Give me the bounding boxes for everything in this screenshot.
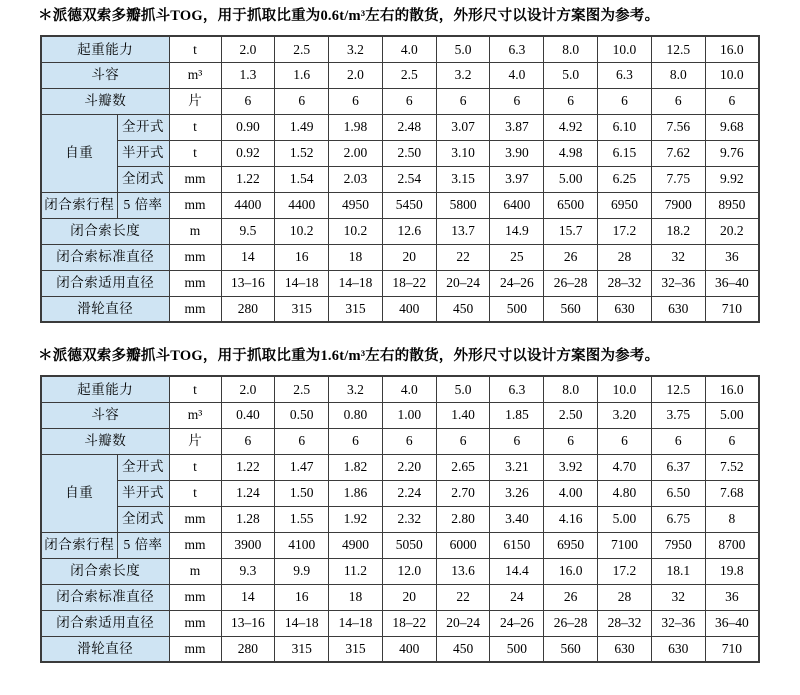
value-cell: 28–32 <box>598 610 652 636</box>
unit-cell: m <box>169 218 221 244</box>
table-row <box>41 114 759 140</box>
value-cell: 4400 <box>275 192 329 218</box>
value-cell: 3.90 <box>490 140 544 166</box>
table-row <box>41 36 759 62</box>
unit-cell: mm <box>169 192 221 218</box>
value-cell: 6 <box>544 428 598 454</box>
value-cell: 5800 <box>436 192 490 218</box>
table-row <box>41 296 759 322</box>
value-cell: 10.0 <box>705 62 759 88</box>
value-cell: 2.5 <box>382 62 436 88</box>
row-sublabel: 5 倍率 <box>117 192 169 218</box>
value-cell: 8.0 <box>544 36 598 62</box>
value-cell: 1.22 <box>221 454 275 480</box>
value-cell: 450 <box>436 296 490 322</box>
value-cell: 5450 <box>382 192 436 218</box>
value-cell: 6 <box>490 428 544 454</box>
value-cell: 16.0 <box>544 558 598 584</box>
value-cell: 26 <box>544 584 598 610</box>
value-cell: 6 <box>598 88 652 114</box>
unit-cell: m <box>169 558 221 584</box>
value-cell: 18.2 <box>651 218 705 244</box>
table-title-density-1-6: ＊派德双索多瓣抓斗TOG，用于抓取比重为1.6t/m³左右的散货，外形尺寸以设计方案图为参考。 <box>38 348 660 364</box>
value-cell: 10.0 <box>598 36 652 62</box>
value-cell: 6.37 <box>651 454 705 480</box>
value-cell: 17.2 <box>598 218 652 244</box>
value-cell: 18–22 <box>382 270 436 296</box>
value-cell: 4.70 <box>598 454 652 480</box>
value-cell: 1.28 <box>221 506 275 532</box>
value-cell: 36 <box>705 584 759 610</box>
value-cell: 7950 <box>651 532 705 558</box>
value-cell: 1.24 <box>221 480 275 506</box>
value-cell: 6400 <box>490 192 544 218</box>
value-cell: 3.20 <box>598 402 652 428</box>
value-cell: 5.00 <box>705 402 759 428</box>
value-cell: 560 <box>544 636 598 662</box>
row-label: 斗瓣数 <box>41 88 169 114</box>
value-cell: 1.55 <box>275 506 329 532</box>
row-label: 闭合索长度 <box>41 218 169 244</box>
value-cell: 3900 <box>221 532 275 558</box>
value-cell: 0.50 <box>275 402 329 428</box>
table-row <box>41 62 759 88</box>
value-cell: 3.92 <box>544 454 598 480</box>
value-cell: 630 <box>598 636 652 662</box>
value-cell: 26 <box>544 244 598 270</box>
unit-cell: t <box>169 480 221 506</box>
row-label: 起重能力 <box>41 376 169 402</box>
value-cell: 22 <box>436 584 490 610</box>
value-cell: 1.22 <box>221 166 275 192</box>
value-cell: 1.85 <box>490 402 544 428</box>
table-row <box>41 270 759 296</box>
value-cell: 6 <box>651 428 705 454</box>
value-cell: 1.52 <box>275 140 329 166</box>
value-cell: 9.92 <box>705 166 759 192</box>
value-cell: 2.32 <box>382 506 436 532</box>
value-cell: 630 <box>651 636 705 662</box>
value-cell: 6 <box>705 428 759 454</box>
value-cell: 14 <box>221 584 275 610</box>
value-cell: 13–16 <box>221 270 275 296</box>
value-cell: 12.0 <box>382 558 436 584</box>
value-cell: 32–36 <box>651 270 705 296</box>
value-cell: 4.92 <box>544 114 598 140</box>
value-cell: 12.5 <box>651 376 705 402</box>
row-label: 滑轮直径 <box>41 296 169 322</box>
table-row <box>41 532 759 558</box>
row-sublabel: 半开式 <box>117 140 169 166</box>
value-cell: 2.48 <box>382 114 436 140</box>
table-row <box>41 428 759 454</box>
value-cell: 6 <box>221 428 275 454</box>
value-cell: 0.92 <box>221 140 275 166</box>
value-cell: 18 <box>329 584 383 610</box>
value-cell: 315 <box>275 636 329 662</box>
value-cell: 2.70 <box>436 480 490 506</box>
value-cell: 3.2 <box>329 36 383 62</box>
row-label: 闭合索标准直径 <box>41 584 169 610</box>
value-cell: 32 <box>651 244 705 270</box>
value-cell: 4.00 <box>544 480 598 506</box>
table-row <box>41 610 759 636</box>
spec-table-body <box>41 36 759 322</box>
value-cell: 3.21 <box>490 454 544 480</box>
row-label: 起重能力 <box>41 36 169 62</box>
value-cell: 18.1 <box>651 558 705 584</box>
value-cell: 6.75 <box>651 506 705 532</box>
value-cell: 2.03 <box>329 166 383 192</box>
value-cell: 315 <box>329 636 383 662</box>
value-cell: 1.3 <box>221 62 275 88</box>
value-cell: 15.7 <box>544 218 598 244</box>
value-cell: 12.5 <box>651 36 705 62</box>
value-cell: 6 <box>329 88 383 114</box>
value-cell: 5.00 <box>598 506 652 532</box>
spec-table-body <box>41 376 759 662</box>
value-cell: 630 <box>651 296 705 322</box>
value-cell: 9.5 <box>221 218 275 244</box>
value-cell: 6.50 <box>651 480 705 506</box>
value-cell: 22 <box>436 244 490 270</box>
value-cell: 8950 <box>705 192 759 218</box>
table-row <box>41 584 759 610</box>
value-cell: 28 <box>598 584 652 610</box>
value-cell: 4.0 <box>490 62 544 88</box>
value-cell: 6.3 <box>490 376 544 402</box>
unit-cell: mm <box>169 296 221 322</box>
value-cell: 280 <box>221 296 275 322</box>
value-cell: 26–28 <box>544 270 598 296</box>
value-cell: 500 <box>490 636 544 662</box>
value-cell: 20–24 <box>436 610 490 636</box>
value-cell: 14 <box>221 244 275 270</box>
unit-cell: mm <box>169 506 221 532</box>
value-cell: 280 <box>221 636 275 662</box>
value-cell: 315 <box>329 296 383 322</box>
value-cell: 630 <box>598 296 652 322</box>
value-cell: 6 <box>598 428 652 454</box>
value-cell: 2.54 <box>382 166 436 192</box>
value-cell: 8 <box>705 506 759 532</box>
row-label: 滑轮直径 <box>41 636 169 662</box>
value-cell: 6 <box>490 88 544 114</box>
value-cell: 10.2 <box>275 218 329 244</box>
table-row <box>41 244 759 270</box>
value-cell: 24 <box>490 584 544 610</box>
value-cell: 2.5 <box>275 36 329 62</box>
value-cell: 3.10 <box>436 140 490 166</box>
table-row <box>41 402 759 428</box>
value-cell: 4950 <box>329 192 383 218</box>
value-cell: 7.56 <box>651 114 705 140</box>
unit-cell: mm <box>169 610 221 636</box>
value-cell: 2.50 <box>382 140 436 166</box>
table-row <box>41 166 759 192</box>
row-sublabel: 全闭式 <box>117 166 169 192</box>
value-cell: 400 <box>382 636 436 662</box>
value-cell: 14–18 <box>329 270 383 296</box>
value-cell: 19.8 <box>705 558 759 584</box>
row-label: 闭合索适用直径 <box>41 270 169 296</box>
value-cell: 8700 <box>705 532 759 558</box>
value-cell: 10.2 <box>329 218 383 244</box>
unit-cell: t <box>169 114 221 140</box>
value-cell: 6150 <box>490 532 544 558</box>
unit-cell: t <box>169 454 221 480</box>
value-cell: 9.68 <box>705 114 759 140</box>
unit-cell: 片 <box>169 88 221 114</box>
value-cell: 2.50 <box>544 402 598 428</box>
value-cell: 6 <box>382 88 436 114</box>
value-cell: 400 <box>382 296 436 322</box>
value-cell: 5.00 <box>544 166 598 192</box>
value-cell: 450 <box>436 636 490 662</box>
unit-cell: mm <box>169 584 221 610</box>
table-row <box>41 506 759 532</box>
value-cell: 20 <box>382 244 436 270</box>
value-cell: 2.24 <box>382 480 436 506</box>
value-cell: 16 <box>275 584 329 610</box>
value-cell: 28 <box>598 244 652 270</box>
value-cell: 7.75 <box>651 166 705 192</box>
value-cell: 4100 <box>275 532 329 558</box>
value-cell: 18–22 <box>382 610 436 636</box>
unit-cell: mm <box>169 166 221 192</box>
value-cell: 3.15 <box>436 166 490 192</box>
value-cell: 7.52 <box>705 454 759 480</box>
spec-table-density-1-6 <box>40 375 760 663</box>
value-cell: 4.16 <box>544 506 598 532</box>
value-cell: 2.0 <box>221 36 275 62</box>
unit-cell: t <box>169 140 221 166</box>
value-cell: 1.98 <box>329 114 383 140</box>
value-cell: 13.7 <box>436 218 490 244</box>
table-title-density-0-6: ＊派德双索多瓣抓斗TOG，用于抓取比重为0.6t/m³左右的散货，外形尺寸以设计方案图为参考。 <box>38 8 660 24</box>
value-cell: 500 <box>490 296 544 322</box>
value-cell: 10.0 <box>598 376 652 402</box>
value-cell: 2.00 <box>329 140 383 166</box>
row-label: 闭合索行程 <box>41 192 117 218</box>
value-cell: 9.9 <box>275 558 329 584</box>
value-cell: 2.0 <box>329 62 383 88</box>
value-cell: 6950 <box>598 192 652 218</box>
value-cell: 5.0 <box>544 62 598 88</box>
value-cell: 2.0 <box>221 376 275 402</box>
value-cell: 6 <box>275 428 329 454</box>
value-cell: 7.68 <box>705 480 759 506</box>
value-cell: 20–24 <box>436 270 490 296</box>
value-cell: 2.80 <box>436 506 490 532</box>
value-cell: 560 <box>544 296 598 322</box>
row-label: 闭合索行程 <box>41 532 117 558</box>
value-cell: 1.40 <box>436 402 490 428</box>
value-cell: 0.80 <box>329 402 383 428</box>
value-cell: 0.40 <box>221 402 275 428</box>
value-cell: 14.9 <box>490 218 544 244</box>
row-label: 闭合索适用直径 <box>41 610 169 636</box>
unit-cell: m³ <box>169 62 221 88</box>
value-cell: 6 <box>436 88 490 114</box>
value-cell: 1.86 <box>329 480 383 506</box>
value-cell: 6.3 <box>598 62 652 88</box>
value-cell: 8.0 <box>544 376 598 402</box>
value-cell: 6 <box>382 428 436 454</box>
value-cell: 9.3 <box>221 558 275 584</box>
row-sublabel: 全开式 <box>117 454 169 480</box>
value-cell: 16 <box>275 244 329 270</box>
value-cell: 20 <box>382 584 436 610</box>
table-row <box>41 88 759 114</box>
value-cell: 3.26 <box>490 480 544 506</box>
value-cell: 6000 <box>436 532 490 558</box>
value-cell: 14–18 <box>275 270 329 296</box>
row-sublabel: 全开式 <box>117 114 169 140</box>
row-label: 斗容 <box>41 402 169 428</box>
unit-cell: mm <box>169 532 221 558</box>
value-cell: 6.25 <box>598 166 652 192</box>
row-label: 闭合索长度 <box>41 558 169 584</box>
table-row <box>41 218 759 244</box>
value-cell: 5.0 <box>436 376 490 402</box>
unit-cell: mm <box>169 244 221 270</box>
value-cell: 14.4 <box>490 558 544 584</box>
unit-cell: mm <box>169 636 221 662</box>
value-cell: 8.0 <box>651 62 705 88</box>
value-cell: 1.92 <box>329 506 383 532</box>
value-cell: 3.2 <box>329 376 383 402</box>
value-cell: 6950 <box>544 532 598 558</box>
value-cell: 6.3 <box>490 36 544 62</box>
value-cell: 20.2 <box>705 218 759 244</box>
value-cell: 6.10 <box>598 114 652 140</box>
spec-table-density-0-6 <box>40 35 760 323</box>
unit-cell: mm <box>169 270 221 296</box>
table-row <box>41 558 759 584</box>
value-cell: 14–18 <box>329 610 383 636</box>
unit-cell: t <box>169 376 221 402</box>
value-cell: 1.49 <box>275 114 329 140</box>
value-cell: 36–40 <box>705 610 759 636</box>
value-cell: 7100 <box>598 532 652 558</box>
value-cell: 6 <box>651 88 705 114</box>
value-cell: 6 <box>436 428 490 454</box>
value-cell: 4.0 <box>382 36 436 62</box>
value-cell: 26–28 <box>544 610 598 636</box>
value-cell: 6 <box>544 88 598 114</box>
value-cell: 13–16 <box>221 610 275 636</box>
spec-section-density-0-6 <box>0 6 800 323</box>
value-cell: 7.62 <box>651 140 705 166</box>
value-cell: 12.6 <box>382 218 436 244</box>
spec-section-density-1-6 <box>0 346 800 663</box>
value-cell: 25 <box>490 244 544 270</box>
table-row <box>41 480 759 506</box>
value-cell: 1.82 <box>329 454 383 480</box>
value-cell: 1.54 <box>275 166 329 192</box>
value-cell: 1.00 <box>382 402 436 428</box>
table-row <box>41 376 759 402</box>
value-cell: 3.07 <box>436 114 490 140</box>
unit-cell: m³ <box>169 402 221 428</box>
value-cell: 6.15 <box>598 140 652 166</box>
table-row <box>41 140 759 166</box>
row-label: 自重 <box>41 114 117 192</box>
value-cell: 1.47 <box>275 454 329 480</box>
unit-cell: t <box>169 36 221 62</box>
value-cell: 9.76 <box>705 140 759 166</box>
value-cell: 6 <box>705 88 759 114</box>
value-cell: 4900 <box>329 532 383 558</box>
value-cell: 710 <box>705 296 759 322</box>
row-label: 斗瓣数 <box>41 428 169 454</box>
value-cell: 4400 <box>221 192 275 218</box>
value-cell: 14–18 <box>275 610 329 636</box>
row-sublabel: 半开式 <box>117 480 169 506</box>
value-cell: 32–36 <box>651 610 705 636</box>
value-cell: 16.0 <box>705 376 759 402</box>
row-sublabel: 5 倍率 <box>117 532 169 558</box>
value-cell: 2.20 <box>382 454 436 480</box>
table-row <box>41 192 759 218</box>
value-cell: 5050 <box>382 532 436 558</box>
row-label: 闭合索标准直径 <box>41 244 169 270</box>
value-cell: 6 <box>329 428 383 454</box>
value-cell: 7900 <box>651 192 705 218</box>
row-label: 自重 <box>41 454 117 532</box>
row-sublabel: 全闭式 <box>117 506 169 532</box>
value-cell: 17.2 <box>598 558 652 584</box>
value-cell: 6 <box>275 88 329 114</box>
value-cell: 3.87 <box>490 114 544 140</box>
table-row <box>41 454 759 480</box>
value-cell: 13.6 <box>436 558 490 584</box>
value-cell: 5.0 <box>436 36 490 62</box>
value-cell: 2.65 <box>436 454 490 480</box>
value-cell: 24–26 <box>490 610 544 636</box>
value-cell: 3.75 <box>651 402 705 428</box>
row-label: 斗容 <box>41 62 169 88</box>
value-cell: 32 <box>651 584 705 610</box>
value-cell: 36 <box>705 244 759 270</box>
value-cell: 0.90 <box>221 114 275 140</box>
value-cell: 6500 <box>544 192 598 218</box>
value-cell: 16.0 <box>705 36 759 62</box>
value-cell: 3.2 <box>436 62 490 88</box>
value-cell: 4.98 <box>544 140 598 166</box>
table-row <box>41 636 759 662</box>
value-cell: 2.5 <box>275 376 329 402</box>
value-cell: 3.97 <box>490 166 544 192</box>
value-cell: 11.2 <box>329 558 383 584</box>
unit-cell: 片 <box>169 428 221 454</box>
value-cell: 6 <box>221 88 275 114</box>
value-cell: 24–26 <box>490 270 544 296</box>
value-cell: 4.80 <box>598 480 652 506</box>
value-cell: 18 <box>329 244 383 270</box>
value-cell: 315 <box>275 296 329 322</box>
value-cell: 3.40 <box>490 506 544 532</box>
value-cell: 1.6 <box>275 62 329 88</box>
value-cell: 36–40 <box>705 270 759 296</box>
value-cell: 710 <box>705 636 759 662</box>
value-cell: 1.50 <box>275 480 329 506</box>
value-cell: 4.0 <box>382 376 436 402</box>
value-cell: 28–32 <box>598 270 652 296</box>
